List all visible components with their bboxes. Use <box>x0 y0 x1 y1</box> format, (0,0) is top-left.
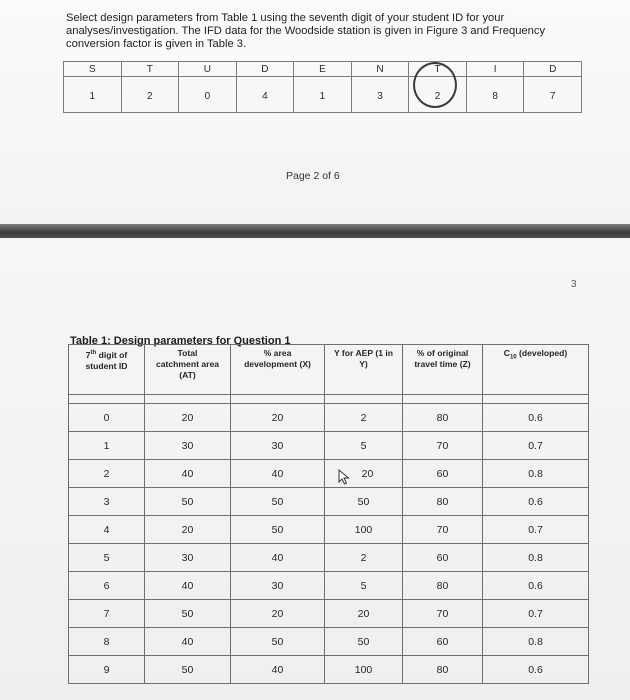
page-3-marker: 3 <box>571 279 577 290</box>
id-digit-cell <box>64 77 122 113</box>
id-digit: 2 <box>147 91 153 102</box>
cell-aep: 20 <box>325 600 403 628</box>
table-row <box>69 628 589 656</box>
cell-travel: 60 <box>403 628 483 656</box>
cell-digit: 8 <box>69 628 145 656</box>
cell-travel: 80 <box>403 656 483 684</box>
id-digit: 1 <box>319 91 326 102</box>
cell-development: 30 <box>231 432 325 460</box>
table-row <box>69 656 589 684</box>
id-digit: 0 <box>204 91 211 102</box>
cell-catchment: 40 <box>145 460 231 488</box>
cell-travel: 60 <box>403 544 483 572</box>
instructions-line-2: analyses/investigation. The IFD data for the Woodside station is given in Figure 3 and Frequency <box>66 25 546 37</box>
id-digit: 3 <box>377 91 383 102</box>
cell-catchment: 50 <box>145 600 231 628</box>
cell-digit: 1 <box>69 432 145 460</box>
header-student-digit: 7th digit of student ID <box>69 345 145 395</box>
header-aep: Y for AEP (1 in Y) <box>325 345 403 395</box>
cell-c10: 0.6 <box>483 572 589 600</box>
mouse-pointer-icon-svg <box>338 469 350 485</box>
cell-catchment: 20 <box>145 516 231 544</box>
cell-development: 20 <box>231 600 325 628</box>
cell-aep <box>325 460 403 488</box>
id-letter: U <box>179 62 237 77</box>
cell-travel: 70 <box>403 432 483 460</box>
cell-aep: 100 <box>325 656 403 684</box>
id-digit: 4 <box>262 91 268 102</box>
id-letter: T <box>409 62 467 77</box>
page-separator <box>0 224 630 238</box>
cell-aep-value: 20 <box>361 467 374 480</box>
header-travel-time: % of original travel time (Z) <box>403 345 483 395</box>
cell-development: 30 <box>231 572 325 600</box>
cell-c10: 0.7 <box>483 600 589 628</box>
table-row <box>69 572 589 600</box>
id-letter: E <box>294 62 352 77</box>
student-id-digits-row <box>64 77 582 113</box>
cell-c10: 0.7 <box>483 432 589 460</box>
cell-c10: 0.8 <box>483 628 589 656</box>
table-spacer-row <box>69 395 589 404</box>
cell-catchment: 50 <box>145 488 231 516</box>
cell-c10: 0.6 <box>483 404 589 432</box>
table-row <box>69 544 589 572</box>
design-parameters-table <box>68 344 589 684</box>
table-row <box>69 404 589 432</box>
cell-digit: 0 <box>69 404 145 432</box>
cell-travel: 70 <box>403 516 483 544</box>
cell-development: 50 <box>231 628 325 656</box>
cell-travel: 60 <box>403 460 483 488</box>
id-letter: T <box>121 62 179 77</box>
cell-digit: 9 <box>69 656 145 684</box>
cell-aep: 100 <box>325 516 403 544</box>
cell-aep: 2 <box>325 544 403 572</box>
student-id-table <box>63 61 582 113</box>
cell-travel: 80 <box>403 488 483 516</box>
table-header-row <box>69 345 589 395</box>
student-id-letters-row <box>64 62 582 77</box>
cell-travel: 70 <box>403 600 483 628</box>
cell-c10: 0.6 <box>483 488 589 516</box>
cell-development: 50 <box>231 488 325 516</box>
table-row <box>69 516 589 544</box>
cell-c10: 0.6 <box>483 656 589 684</box>
cell-catchment: 40 <box>145 628 231 656</box>
cell-travel: 80 <box>403 572 483 600</box>
cell-development: 20 <box>231 404 325 432</box>
cell-aep: 5 <box>325 432 403 460</box>
handwritten-circle-mark <box>413 62 457 108</box>
cell-travel: 80 <box>403 404 483 432</box>
id-digit-cell <box>524 77 582 113</box>
table-row <box>69 488 589 516</box>
cell-development: 40 <box>231 656 325 684</box>
id-letter: N <box>351 62 409 77</box>
cell-catchment: 40 <box>145 572 231 600</box>
cell-digit: 4 <box>69 516 145 544</box>
cell-digit: 3 <box>69 488 145 516</box>
id-letter: I <box>466 62 524 77</box>
cell-catchment: 20 <box>145 404 231 432</box>
cell-digit: 2 <box>69 460 145 488</box>
table-row <box>69 432 589 460</box>
id-digit-cell <box>121 77 179 113</box>
id-digit-cell <box>294 77 352 113</box>
cell-catchment: 50 <box>145 656 231 684</box>
cell-catchment: 30 <box>145 544 231 572</box>
instructions-text <box>66 12 596 51</box>
id-letter: S <box>64 62 122 77</box>
id-digit: 1 <box>89 91 96 102</box>
cell-c10: 0.8 <box>483 460 589 488</box>
id-letter: D <box>236 62 294 77</box>
instructions-line-3: conversion factor is given in Table 3. <box>66 38 247 50</box>
table-1-caption: Table 1: Design parameters for Question 1 <box>70 335 291 347</box>
cell-aep: 50 <box>325 628 403 656</box>
cell-c10: 0.8 <box>483 544 589 572</box>
cell-aep: 50 <box>325 488 403 516</box>
instructions-line-1: Select design parameters from Table 1 using the seventh digit of your student ID for your <box>66 12 505 24</box>
cell-digit: 6 <box>69 572 145 600</box>
cell-aep: 2 <box>325 404 403 432</box>
id-letter: D <box>524 62 582 77</box>
cell-development: 40 <box>231 544 325 572</box>
header-catchment-area: Total catchment area (AT) <box>145 345 231 395</box>
header-c10-developed: $C_{10}$ (developed) <box>483 345 589 395</box>
cell-catchment: 30 <box>145 432 231 460</box>
cell-c10: 0.7 <box>483 516 589 544</box>
cell-development: 40 <box>231 460 325 488</box>
cell-digit: 5 <box>69 544 145 572</box>
page-number: Page 2 of 6 <box>286 170 340 182</box>
id-digit-cell <box>236 77 294 113</box>
id-digit-cell <box>179 77 237 113</box>
cell-digit: 7 <box>69 600 145 628</box>
table-row <box>69 600 589 628</box>
cell-development: 50 <box>231 516 325 544</box>
id-digit: 8 <box>492 91 498 102</box>
header-area-development: % area development (X) <box>231 345 325 395</box>
id-digit: 7 <box>549 91 556 102</box>
id-digit-cell <box>466 77 524 113</box>
table-row <box>69 460 589 488</box>
id-digit-cell <box>351 77 409 113</box>
cell-aep: 5 <box>325 572 403 600</box>
id-digit-seventh: 2 <box>434 91 441 102</box>
